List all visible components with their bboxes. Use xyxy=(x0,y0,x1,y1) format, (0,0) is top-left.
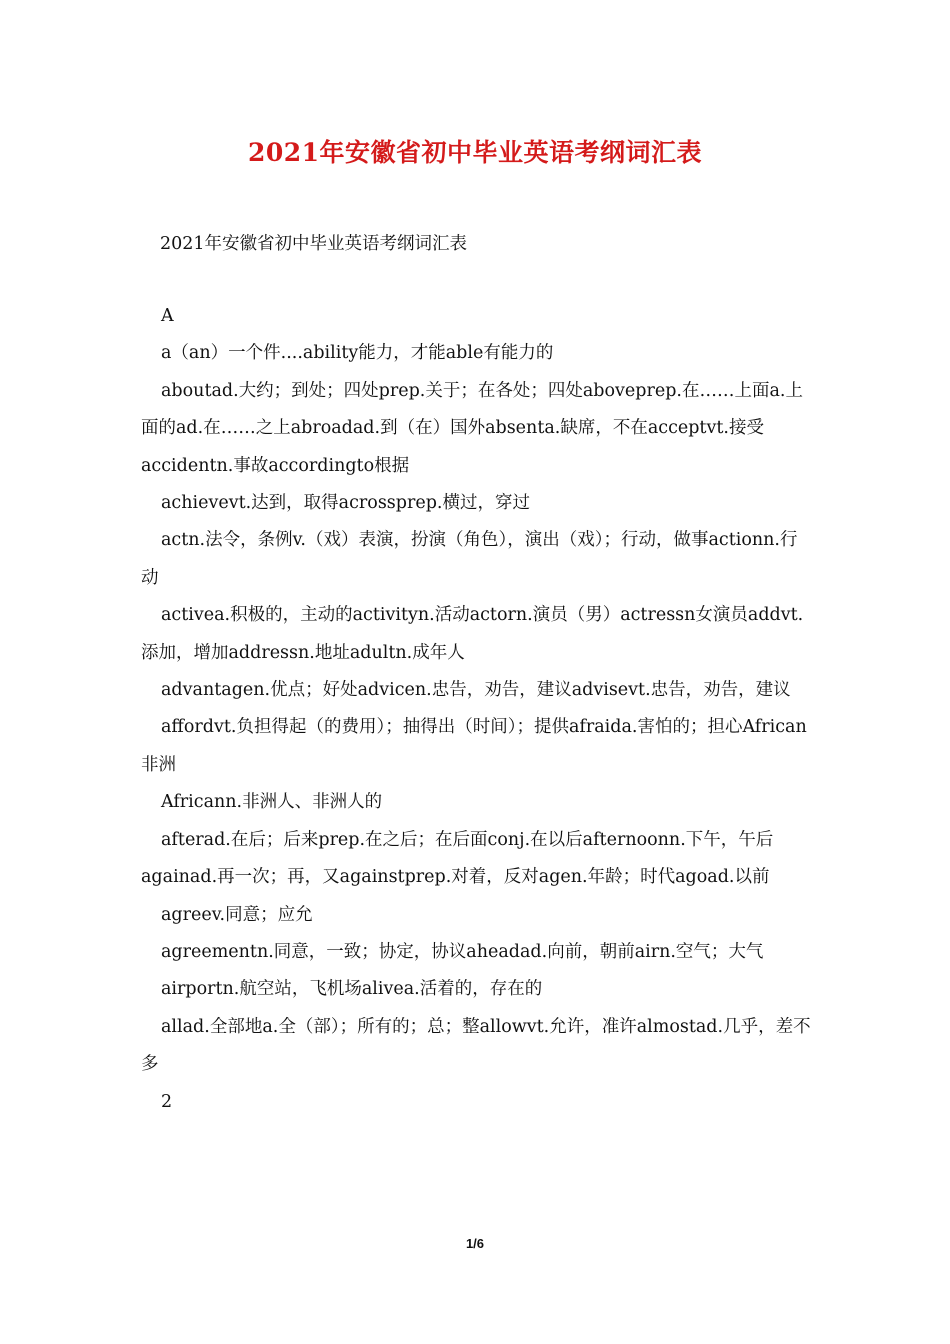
vocab-entry: afterad.在后；后来prep.在之后；在后面conj.在以后afternoonn.下午，午后againad.再一次；再，又againstprep.对着，反对agen.年龄；时代agoad.以前 xyxy=(141,829,774,888)
vocab-entry: a（an）一个件....ability能力，才能able有能力的 xyxy=(161,343,554,364)
document-subtitle: 2021年安徽省初中毕业英语考纲词汇表 xyxy=(160,234,468,254)
vocab-entry: allad.全部地a.全（部）；所有的；总；整allowvt.允许，准许almostad.几乎，差不多 xyxy=(141,1016,811,1075)
vocab-entry: Africann.非洲人、非洲人的 xyxy=(161,792,383,813)
vocab-entry: advantagen.优点；好处advicen.忠告，劝告，建议advisevt.忠告，劝告，建议 xyxy=(161,680,791,701)
vocab-entry: aboutad.大约；到处；四处prep.关于；在各处；四处aboveprep.在……上面a.上面的ad.在……之上abroadad.到（在）国外absenta.缺席，不在acceptvt.接受accidentn.事故accordingto根据 xyxy=(141,380,803,476)
page-number: 1/6 xyxy=(465,1236,485,1251)
vocab-entry: activea.积极的，主动的activityn.活动actorn.演员（男）actressn女演员addvt.添加，增加addressn.地址adultn.成年人 xyxy=(141,605,804,663)
vocabulary-body xyxy=(141,298,811,1121)
vocab-entry: achievevt.达到，取得acrossprep.横过，穿过 xyxy=(161,493,530,514)
vocab-entry: airportn.航空站，飞机场alivea.活着的，存在的 xyxy=(161,979,543,1000)
vocab-entry: actn.法令，条例v.（戏）表演，扮演（角色），演出（戏）；行动，做事actionn.行动 xyxy=(141,530,798,588)
section-heading-a: A xyxy=(161,306,174,326)
vocab-entry: agreev.同意；应允 xyxy=(161,904,313,925)
vocab-entry: agreementn.同意，一致；协定，协议aheadad.向前，朝前airn.空气；大气 xyxy=(161,941,764,962)
vocab-entry: affordvt.负担得起（的费用）；抽得出（时间）；提供afraida.害怕的；担心African非洲 xyxy=(141,717,807,775)
document-title: 2021年安徽省初中毕业英语考纲词汇表 xyxy=(247,138,703,167)
stray-number: 2 xyxy=(161,1091,173,1112)
